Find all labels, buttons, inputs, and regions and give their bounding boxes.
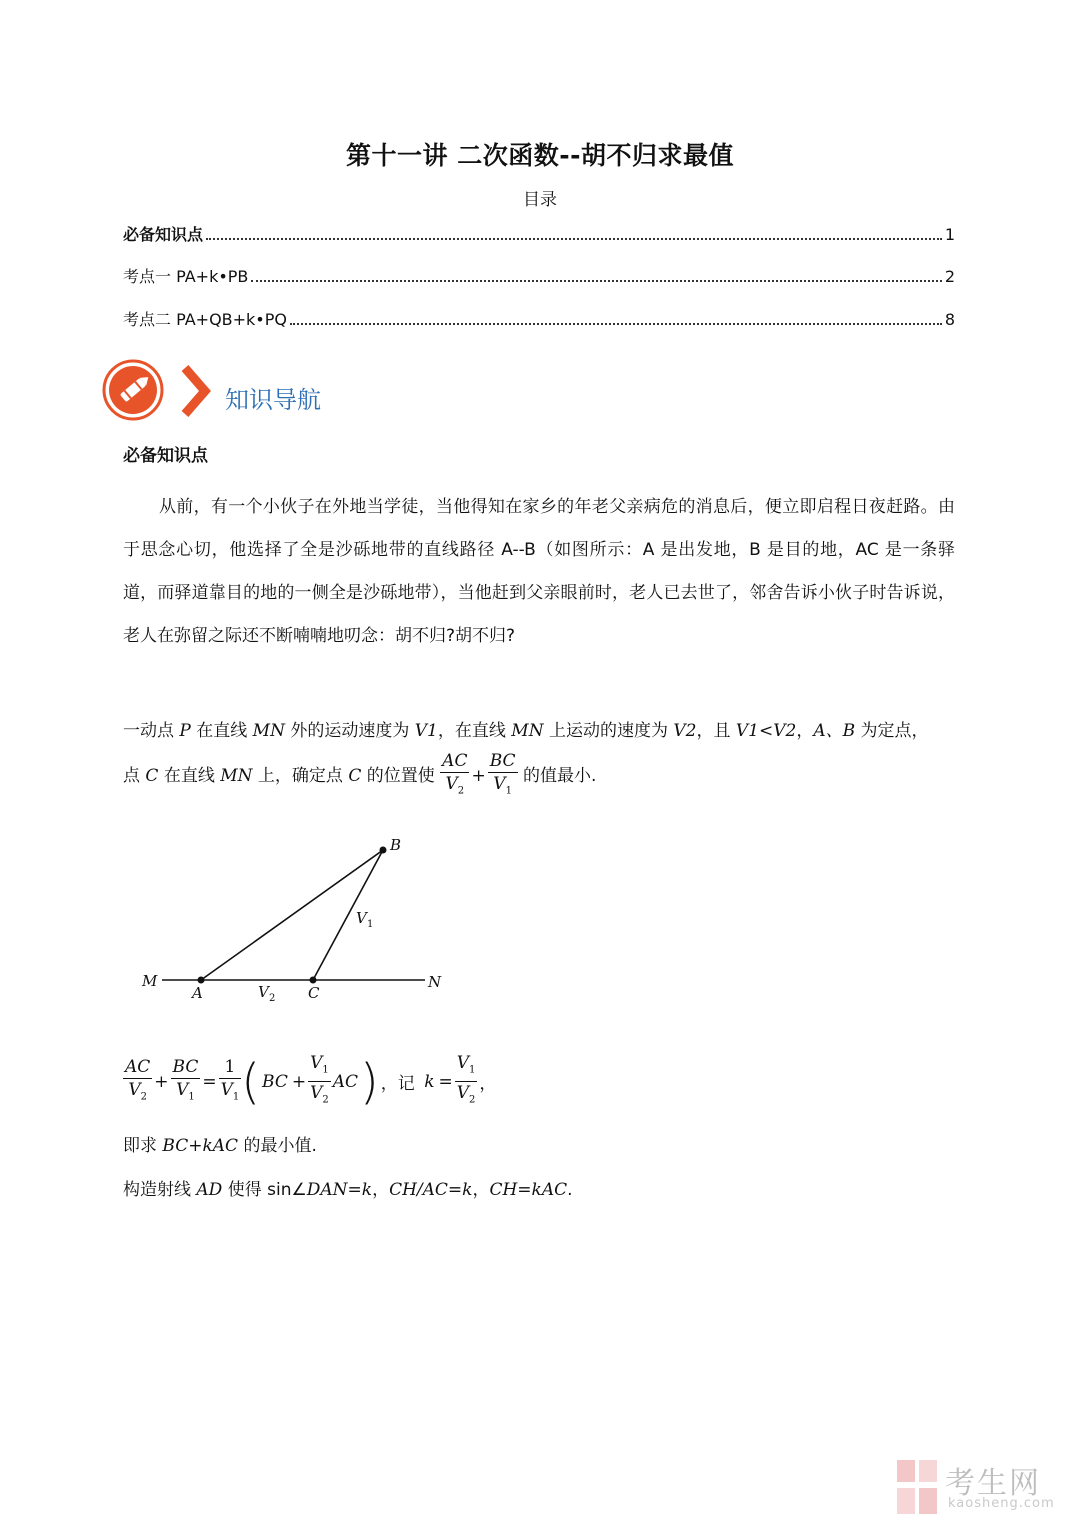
label-v1: V	[356, 909, 367, 927]
ray-line: 构造射线 AD 使得 sin∠DAN=k，CH/AC=k，CH=kAC.	[123, 1180, 573, 1200]
toc-row[interactable]	[123, 222, 955, 245]
toc-row-label: 考点二 PA+QB+k•PQ	[123, 310, 287, 329]
label-n: N	[428, 973, 442, 991]
fraction-ac-v2: $\frac{AC}{V_2}$	[442, 751, 468, 797]
min-line: 即求 BC+kAC 的最小值.	[123, 1136, 317, 1156]
fraction-k: $\frac{V_1}{V_2}$	[456, 1053, 476, 1106]
section-heading: 必备知识点	[123, 446, 208, 466]
story-paragraph: 从前，有一个小伙子在外地当学徒，当他得知在家乡的年老父亲病危的消息后，便立即启程日夜赶路。由于思念心切，他选择了全是沙砾地带的直线路径 A--B（如图所示：A 是出发地，B 是目的地，AC 是一条驿道，而驿道靠目的地的一侧全是沙砾地带），当他赶到父亲眼前时，老人已去世了，邻舍告诉小伙子时告诉说，老人在弥留之际还不断喃喃地叨念：胡不归?胡不归?	[123, 497, 955, 646]
toc-row-label: 考点一 PA+k•PB	[123, 267, 249, 286]
fraction-ac-v2: $\frac{AC}{V_2}$	[125, 1056, 151, 1103]
label-a: A	[192, 984, 203, 1002]
label-v2: V	[258, 983, 269, 1001]
problem-line-1: 一动点 P 在直线 MN 外的运动速度为 V1，在直线 MN 上运动的速度为 V2，且 V1<V2，A、B 为定点，	[123, 721, 929, 741]
toc-leader	[290, 323, 942, 325]
toc-row[interactable]	[123, 307, 955, 330]
watermark-logo	[895, 1458, 940, 1518]
left-paren: (	[241, 1053, 261, 1110]
fraction-bc-v1: $\frac{BC}{V_1}$	[489, 751, 516, 797]
label-b: B	[390, 836, 402, 854]
triangle-figure	[130, 830, 460, 1010]
nav-banner-graphic	[100, 358, 215, 424]
fraction-1-v1: $\frac{1}{V_1}$	[220, 1056, 240, 1103]
fraction-bc-v1: $\frac{BC}{V_1}$	[172, 1056, 199, 1103]
nav-label: 知识导航	[225, 386, 321, 414]
toc-leader	[206, 238, 942, 240]
segment-cb	[313, 850, 383, 980]
fraction-v1-v2: $\frac{V_1}{V_2}$	[310, 1053, 329, 1106]
watermark-text: 考生网	[945, 1466, 1041, 1501]
page-title: 第十一讲 二次函数--胡不归求最值	[346, 141, 734, 170]
label-v2-sub: 2	[269, 993, 276, 1004]
toc-row-page: 2	[944, 267, 955, 286]
toc-row-label: 必备知识点	[123, 225, 204, 244]
right-paren: )	[360, 1053, 379, 1110]
toc-leader	[251, 280, 941, 282]
point-a	[198, 977, 205, 984]
point-c	[310, 977, 317, 984]
toc-heading: 目录	[523, 190, 557, 210]
label-c: C	[308, 984, 320, 1002]
chevron-right-icon	[185, 368, 205, 414]
formula-line: $\frac{AC}{V_2}$ + $\frac{BC}{V_1}$ = $\frac{1}{V_1}$ ( BC + $\frac{V_1}{V_2}$ AC) ，记 k = $\frac{V_1}{V_2}$ ，	[125, 1053, 497, 1110]
toc-row-page: 1	[944, 225, 955, 244]
point-b	[380, 847, 387, 854]
toc-row-page: 8	[944, 310, 955, 329]
watermark-subtext: kaosheng.com	[948, 1496, 1055, 1511]
toc-row[interactable]	[123, 264, 955, 287]
label-m: M	[142, 972, 158, 990]
label-v1-sub: 1	[367, 919, 374, 930]
problem-line-2: 点 C 在直线 MN 上，确定点 C 的位置使 $\frac{AC}{V_2}$ + $\frac{BC}{V_1}$ 的值最小.	[123, 750, 596, 802]
